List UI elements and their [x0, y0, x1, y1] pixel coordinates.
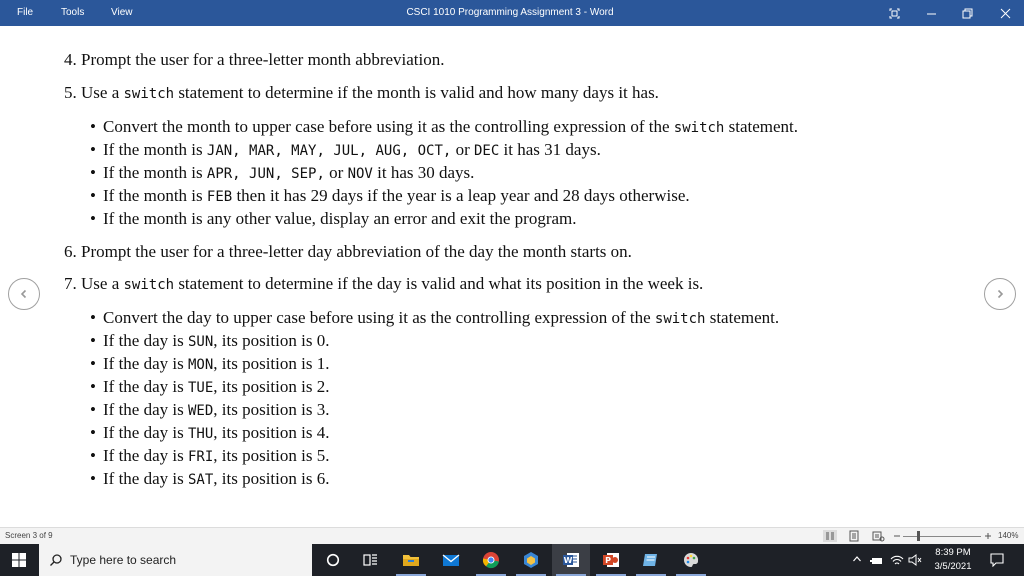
task-view-icon — [363, 553, 379, 567]
chevron-right-icon — [995, 289, 1005, 299]
cortana-circle-icon — [326, 553, 340, 567]
code-months: APR, JUN, SEP, — [206, 166, 325, 182]
bullet-text: If the month is — [103, 140, 207, 159]
restore-icon — [962, 8, 973, 19]
code-switch: switch — [123, 86, 175, 102]
bullet-text: If the day is — [103, 446, 188, 465]
bullet-text: Convert the month to upper case before using it as the controlling expression of the — [103, 117, 674, 136]
bullet-text-end: , its position is 0. — [213, 331, 330, 350]
bullet-or: or — [324, 163, 348, 182]
web-layout-button[interactable] — [871, 530, 885, 542]
clock-time: 8:39 PM — [935, 547, 971, 558]
previous-screen-button[interactable] — [8, 278, 40, 310]
palette-icon — [682, 551, 700, 569]
code-switch: switch — [673, 120, 725, 136]
menu-view[interactable]: View — [111, 7, 133, 18]
bullet-text-end: , its position is 1. — [213, 354, 330, 373]
bullet-day-sat: • If the day is SAT, its position is 6. — [90, 469, 330, 488]
svg-text:W: W — [563, 556, 573, 565]
chevron-left-icon — [19, 289, 29, 299]
start-button[interactable] — [0, 544, 38, 576]
step-5-text-end: statement to determine if the month is valid and how many days it has. — [174, 83, 659, 102]
bullet-day-thu: • If the day is THU, its position is 4. — [90, 423, 330, 442]
bullet-day-tue: • If the day is TUE, its position is 2. — [90, 377, 330, 396]
bullet-text: If the day is — [103, 331, 188, 350]
app-hexagon-button[interactable] — [512, 544, 550, 576]
search-placeholder: Type here to search — [70, 553, 177, 567]
column-view-icon — [823, 530, 837, 542]
code-day: WED — [187, 403, 214, 419]
step-5 — [64, 83, 659, 103]
bullet-text: If the month is — [103, 186, 207, 205]
screen-counter: Screen 3 of 9 — [5, 531, 53, 540]
word-button[interactable] — [552, 544, 590, 576]
menu-file[interactable]: File — [17, 7, 34, 18]
bullet-text-end: , its position is 4. — [213, 423, 330, 442]
code-switch: switch — [123, 277, 175, 293]
code-day: MON — [187, 357, 214, 373]
zoom-in-icon[interactable] — [984, 532, 992, 540]
restore-button[interactable] — [952, 0, 982, 26]
full-screen-icon — [889, 8, 900, 19]
minimize-icon — [926, 8, 937, 19]
code-day: THU — [187, 426, 214, 442]
bullet-text: If the day is — [103, 423, 188, 442]
code-month: FEB — [206, 189, 233, 205]
bullet-text: If the day is — [103, 354, 188, 373]
step-4: 4. Prompt the user for a three-letter month abbreviation. — [64, 50, 445, 69]
cortana-button[interactable] — [314, 544, 352, 576]
chevron-up-icon[interactable] — [852, 554, 862, 564]
powerpoint-icon — [602, 552, 620, 568]
bullet-invalid-month: • If the month is any other value, display an error and exit the program. — [90, 209, 577, 228]
bullet-text: Convert the day to upper case before using it as the controlling expression of the — [103, 308, 655, 327]
bullet-day-wed: • If the day is WED, its position is 3. — [90, 400, 330, 419]
bullet-text-end: , its position is 5. — [213, 446, 330, 465]
next-screen-button[interactable] — [984, 278, 1016, 310]
print-layout-button[interactable] — [847, 530, 861, 542]
full-screen-button[interactable] — [879, 0, 909, 26]
bullet-text-end: statement. — [724, 117, 799, 136]
windows-logo-icon — [12, 553, 26, 567]
code-months: JAN, MAR, MAY, JUL, AUG, OCT, — [206, 143, 452, 159]
notification-icon[interactable] — [990, 553, 1004, 567]
notes-app-icon — [642, 552, 660, 568]
powerpoint-button[interactable] — [592, 544, 630, 576]
code-month: NOV — [347, 166, 373, 182]
title-bar — [0, 0, 1024, 26]
bullet-text-end: it has 31 days. — [499, 140, 601, 159]
bullet-30-days: • If the month is APR, JUN, SEP, or NOV it has 30 days. — [90, 163, 475, 182]
close-button[interactable] — [990, 0, 1020, 26]
mail-icon — [442, 553, 460, 567]
status-bar — [0, 527, 1024, 544]
battery-icon[interactable] — [870, 554, 884, 566]
step-5-text: 5. Use a — [64, 83, 124, 102]
bullet-or: or — [451, 140, 474, 159]
print-layout-icon — [847, 530, 861, 542]
step-6: 6. Prompt the user for a three-letter day abbreviation of the day the month starts on. — [64, 242, 632, 261]
bullet-text-end: it has 30 days. — [372, 163, 475, 182]
document-area[interactable] — [0, 26, 1024, 527]
bullet-text-end: statement. — [705, 308, 780, 327]
file-explorer-button[interactable] — [392, 544, 430, 576]
system-clock[interactable] — [925, 546, 981, 574]
bullet-day-mon: • If the day is MON, its position is 1. — [90, 354, 330, 373]
volume-muted-icon[interactable] — [908, 554, 922, 566]
clock-date: 3/5/2021 — [934, 561, 972, 572]
code-day: FRI — [187, 449, 214, 465]
bullet-feb: • If the month is FEB then it has 29 days if the year is a leap year and 28 days otherwise. — [90, 186, 690, 205]
bullet-text: If the month is — [103, 163, 207, 182]
taskbar-search-box[interactable] — [39, 544, 312, 576]
zoom-level[interactable]: 140% — [998, 531, 1019, 540]
code-day: TUE — [187, 380, 214, 396]
step-7 — [64, 274, 703, 294]
bullet-31-days: • If the month is JAN, MAR, MAY, JUL, AUG, OCT, or DEC it has 31 days. — [90, 140, 601, 159]
code-switch: switch — [654, 311, 706, 327]
menu-tools[interactable]: Tools — [61, 7, 85, 18]
bullet-day-uppercase: • Convert the day to upper case before using it as the controlling expression of the switch statement. — [90, 308, 780, 327]
bullet-month-uppercase: • Convert the month to upper case before using it as the controlling expression of the switch statement. — [90, 117, 799, 136]
mail-button[interactable] — [432, 544, 470, 576]
step-7-text-end: statement to determine if the day is valid and what its position in the week is. — [174, 274, 704, 293]
zoom-slider[interactable] — [903, 536, 981, 537]
view-mode-button[interactable] — [823, 530, 837, 542]
bullet-text-end: then it has 29 days if the year is a leap year and 28 days otherwise. — [232, 186, 690, 205]
paint-app-button[interactable] — [672, 544, 710, 576]
hexagon-app-icon — [522, 551, 540, 569]
web-layout-icon — [871, 530, 885, 542]
bullet-text-end: , its position is 6. — [213, 469, 330, 488]
bullet-text: If the day is — [103, 469, 188, 488]
word-icon — [562, 552, 580, 568]
chrome-button[interactable] — [472, 544, 510, 576]
folder-icon — [402, 553, 420, 567]
code-day: SAT — [187, 472, 214, 488]
notes-app-button[interactable] — [632, 544, 670, 576]
taskbar — [0, 544, 1024, 576]
step-7-text: 7. Use a — [64, 274, 124, 293]
svg-text:P: P — [605, 556, 611, 565]
bullet-day-sun: • If the day is SUN, its position is 0. — [90, 331, 330, 350]
code-day: SUN — [187, 334, 214, 350]
minimize-button[interactable] — [916, 0, 946, 26]
window-title: CSCI 1010 Programming Assignment 3 - Word — [406, 7, 614, 18]
search-icon — [49, 553, 63, 567]
wifi-icon[interactable] — [890, 554, 904, 566]
close-icon — [1000, 8, 1011, 19]
zoom-slider-thumb[interactable] — [917, 531, 920, 541]
zoom-out-icon[interactable] — [893, 532, 901, 540]
bullet-text-end: , its position is 2. — [213, 377, 330, 396]
bullet-text: If the month is any other value, display an error and exit the program. — [103, 209, 577, 228]
chrome-icon — [482, 551, 500, 569]
bullet-day-fri: • If the day is FRI, its position is 5. — [90, 446, 330, 465]
bullet-text-end: , its position is 3. — [213, 400, 330, 419]
code-month: DEC — [474, 143, 500, 159]
bullet-text: If the day is — [103, 377, 188, 396]
task-view-button[interactable] — [352, 544, 390, 576]
bullet-text: If the day is — [103, 400, 188, 419]
